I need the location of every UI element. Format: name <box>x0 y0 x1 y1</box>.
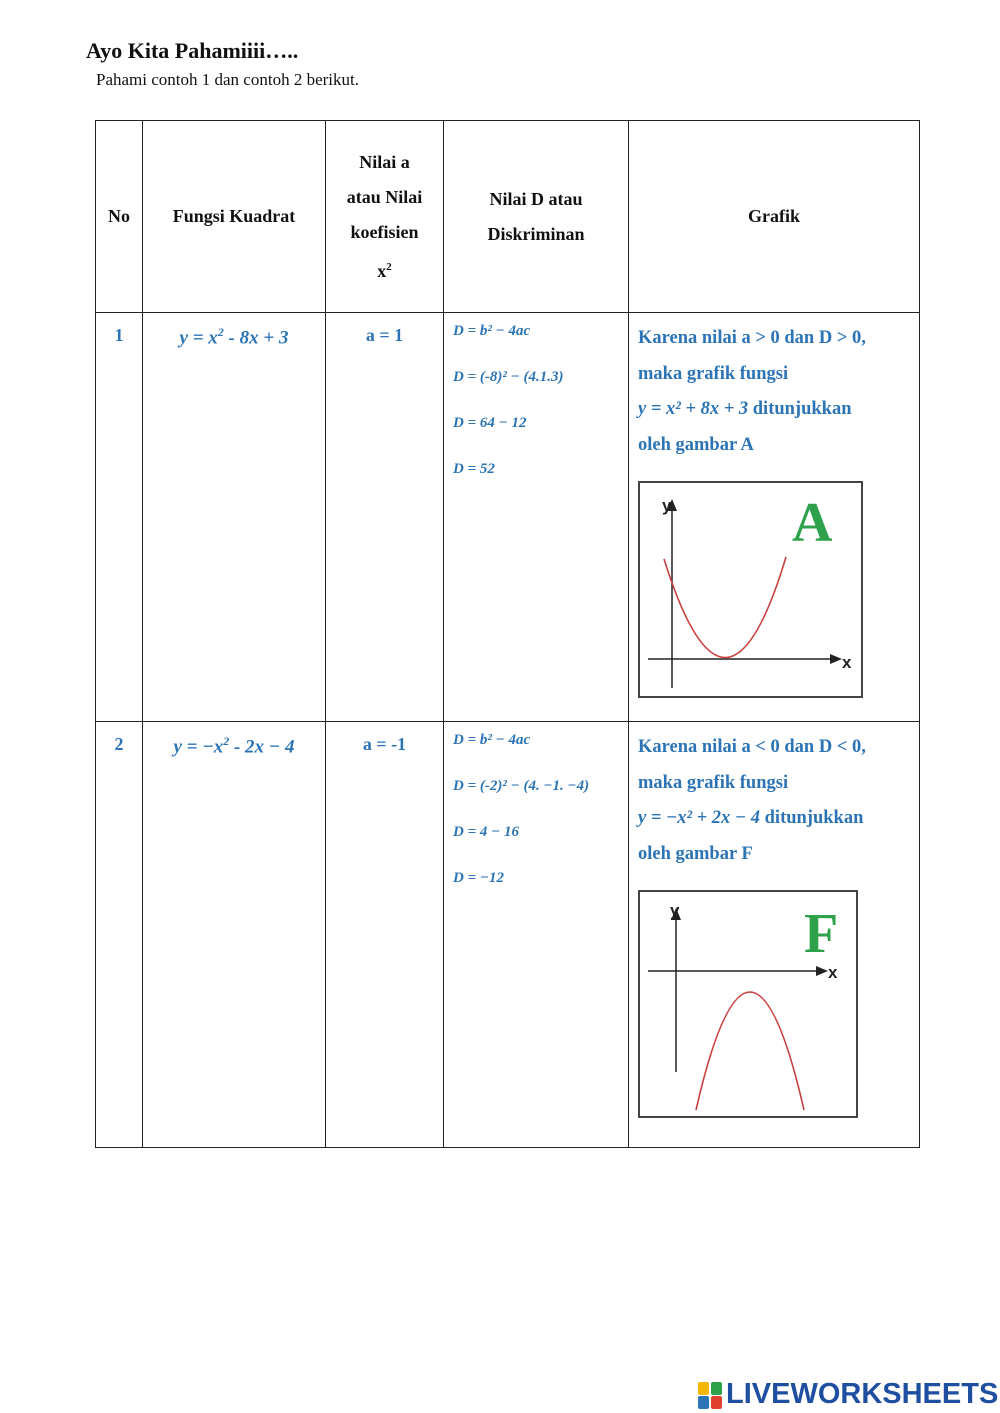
header-nilai-a-line <box>326 250 443 289</box>
table-row <box>96 722 920 1148</box>
row-number: 1 <box>96 313 143 722</box>
discriminant-line: D = 4 − 16 <box>453 824 519 840</box>
explain-suffix: ditunjukkan <box>760 808 864 828</box>
discriminant-line: D = −12 <box>453 870 504 886</box>
graph-letter: F <box>804 903 839 965</box>
logo-icon <box>698 1380 724 1410</box>
function-post: - 2x − 4 <box>229 736 295 758</box>
header-nilai-d-line: Diskriminan <box>487 223 585 244</box>
function-post: - 8x + 3 <box>223 327 289 349</box>
header-no: No <box>96 121 143 313</box>
function-pre: y = x <box>179 327 218 349</box>
discriminant-line: D = 64 − 12 <box>453 415 527 431</box>
row-function <box>143 313 326 722</box>
row-a-value: a = 1 <box>326 313 444 722</box>
function-sup: 2 <box>223 734 230 748</box>
discriminant-line: D = 52 <box>453 461 495 477</box>
header-nilai-a-line: koefisien <box>350 221 419 242</box>
header-fungsi: Fungsi Kuadrat <box>143 121 326 313</box>
header-x: x <box>377 260 387 281</box>
liveworksheets-logo <box>698 1378 998 1411</box>
x-axis-arrow <box>830 654 842 664</box>
discriminant-line: D = (-8)² − (4.1.3) <box>453 369 564 385</box>
header-grafik: Grafik <box>629 121 920 313</box>
graph-a-svg <box>640 483 861 696</box>
row-a-value: a = -1 <box>326 722 444 1148</box>
discriminant-line: D = b² − 4ac <box>453 323 531 339</box>
explain-line: oleh gambar F <box>638 843 753 864</box>
explain-line: Karena nilai a < 0 dan D < 0, <box>638 737 866 757</box>
discriminant-line: D = (-2)² − (4. −1. −4) <box>453 778 590 794</box>
table-row <box>96 313 920 722</box>
page-title: Ayo Kita Pahamiiii….. <box>86 38 299 63</box>
logo-text: LIVEWORKSHEETS <box>726 1378 999 1410</box>
row-number: 2 <box>96 722 143 1148</box>
explain-suffix: ditunjukkan <box>748 399 852 419</box>
graph-f <box>638 890 858 1118</box>
explain-equation: y = x² + 8x + 3 <box>638 399 749 419</box>
parabola-curve <box>696 992 804 1110</box>
x-axis-label: x <box>842 653 852 672</box>
discriminant-line: D = b² − 4ac <box>453 732 531 748</box>
explain-line: oleh gambar A <box>638 434 754 455</box>
y-axis-label: y <box>670 901 680 920</box>
function-sup: 2 <box>217 325 224 339</box>
explain-line: maka grafik fungsi <box>638 772 789 793</box>
header-nilai-a <box>326 121 444 313</box>
header-x-sup: 2 <box>386 260 392 273</box>
graph-f-svg <box>640 892 856 1116</box>
row-graph-cell <box>629 722 920 1148</box>
explain-line <box>638 392 915 428</box>
row-graph-cell <box>629 313 920 722</box>
header-nilai-a-line: Nilai a <box>359 151 410 172</box>
row-discriminant <box>444 313 629 722</box>
graph-letter: A <box>792 492 833 554</box>
explain-line: Karena nilai a > 0 dan D > 0, <box>638 328 866 348</box>
explain-equation: y = −x² + 2x − 4 <box>638 808 761 828</box>
x-axis-label: x <box>828 963 838 982</box>
header-row <box>96 121 920 313</box>
header-nilai-d <box>444 121 629 313</box>
row-function <box>143 722 326 1148</box>
graph-a <box>638 481 863 698</box>
function-pre: y = −x <box>173 736 224 758</box>
header-nilai-d-line: Nilai D atau <box>489 188 583 209</box>
x-axis-arrow <box>816 966 828 976</box>
parabola-curve <box>664 557 786 658</box>
explain-line <box>638 801 915 837</box>
page-subtitle: Pahami contoh 1 dan contoh 2 berikut. <box>96 70 359 89</box>
header-nilai-a-line: atau Nilai <box>346 186 423 207</box>
quadratic-table <box>95 120 920 1148</box>
row-discriminant <box>444 722 629 1148</box>
y-axis-label: y <box>662 496 672 515</box>
explain-line: maka grafik fungsi <box>638 363 789 384</box>
